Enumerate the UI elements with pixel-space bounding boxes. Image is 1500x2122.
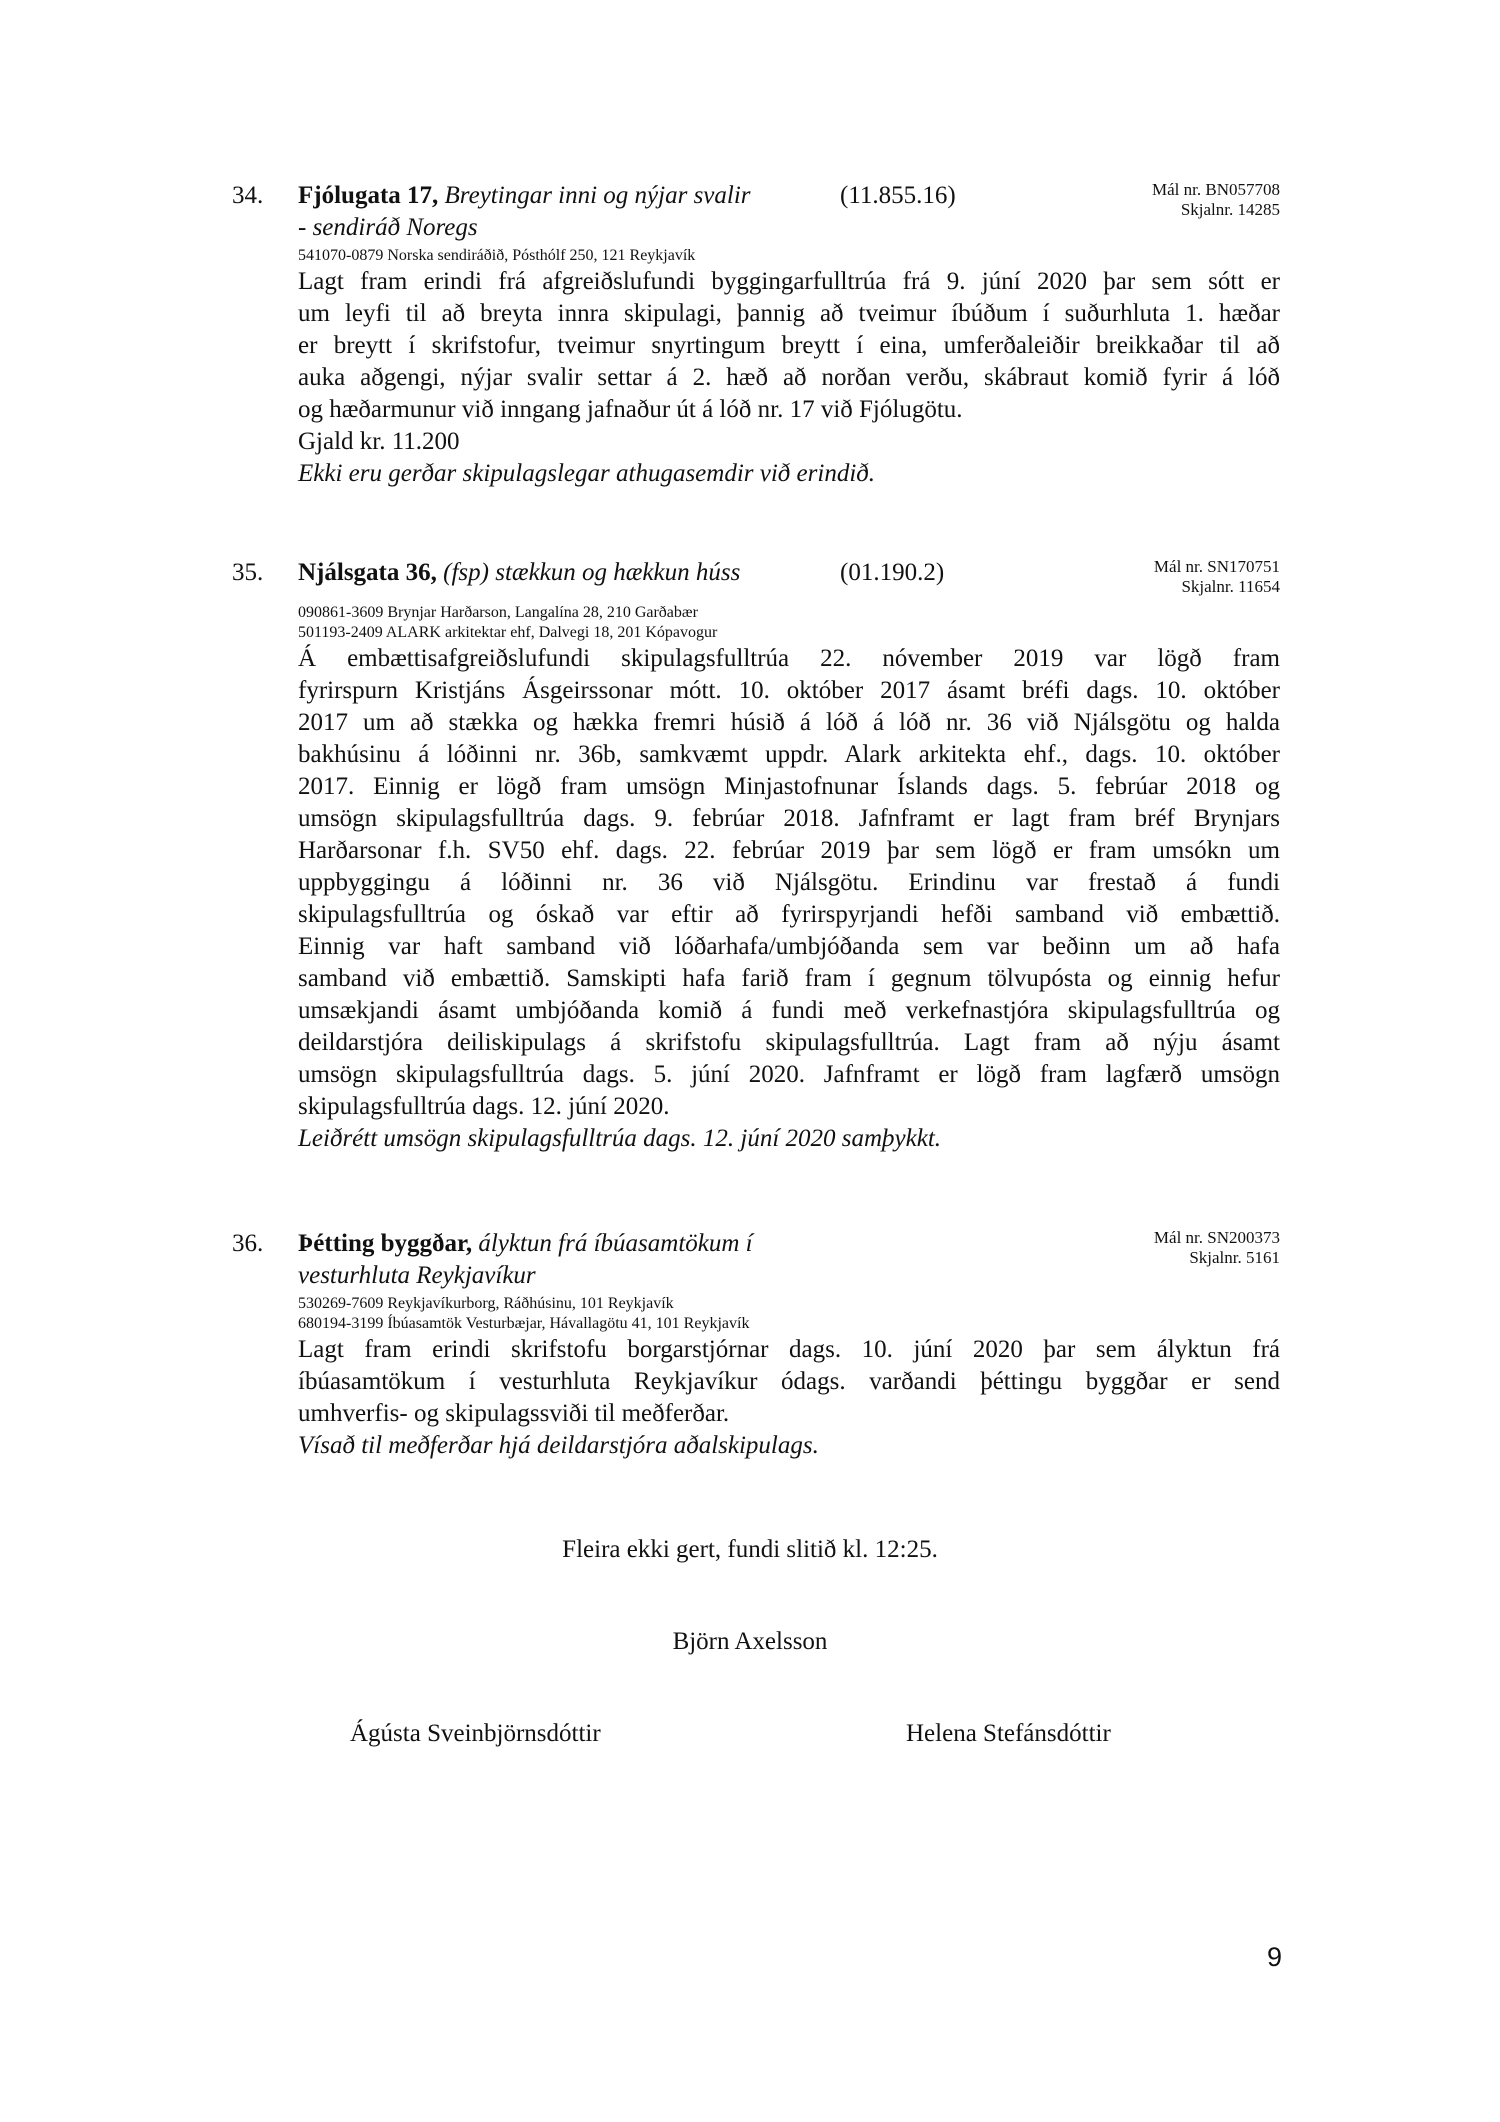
body-line: skipulagsfulltrúa og óskað var eftir að fyrirspyrjandi hefði samband við embættið. [298, 901, 1280, 928]
item-number: 36. [232, 1230, 264, 1257]
applicant-line: 541070-0879 Norska sendiráðið, Pósthólf 250, 121 Reykjavík [298, 247, 696, 264]
item-description-2: - sendiráð Noregs [298, 214, 478, 241]
document-number: Skjalnr. 14285 [1180, 200, 1280, 219]
item-street: Njálsgata 36, [298, 559, 437, 586]
case-number: Mál nr. SN170751 [1153, 557, 1280, 576]
item-body [298, 643, 1280, 1155]
item-content [298, 246, 1280, 490]
body-line: umsögn skipulagsfulltrúa dags. 9. febrúar 2018. Jafnframt er lagt fram bréf Brynjars [298, 805, 1280, 832]
case-number: Mál nr. SN200373 [1153, 1228, 1280, 1247]
item-content [298, 603, 1280, 1155]
body-line: Harðarsonar f.h. SV50 ehf. dags. 22. febrúar 2019 þar sem lögð er fram umsókn um [298, 837, 1280, 864]
item-number: 35. [232, 559, 264, 586]
body-line: deildarstjóra deiliskipulags á skrifstofu skipulagsfulltrúa. Lagt fram að nýju ásamt [298, 1029, 1280, 1056]
item-body [298, 266, 1280, 490]
applicant-line: 530269-7609 Reykjavíkurborg, Ráðhúsinu, 101 Reykjavík [298, 1295, 674, 1312]
decision-line: Ekki eru gerðar skipulagslegar athugasemdir við erindið. [298, 460, 876, 487]
item-heading [298, 1228, 1058, 1292]
body-line: umsækjandi ásamt umbjóðanda komið á fundi með verkefnastjóra skipulagsfulltrúa og [298, 997, 1280, 1024]
item-description: ályktun frá íbúasamtökum í [478, 1230, 753, 1257]
case-number: Mál nr. BN057708 [1152, 180, 1280, 199]
item-description-2: vesturhluta Reykjavíkur [298, 1262, 536, 1289]
body-line: fyrirspurn Kristjáns Ásgeirssonar mótt. 10. október 2017 ásamt bréfi dags. 10. október [298, 677, 1280, 704]
decision-line: Vísað til meðferðar hjá deildarstjóra aðalskipulags. [298, 1432, 819, 1459]
body-line: íbúasamtökum í vesturhluta Reykjavíkur ódags. varðandi þéttingu byggðar er send [298, 1368, 1280, 1395]
item-land-code: (01.190.2) [840, 559, 945, 586]
case-number-block [1154, 1228, 1280, 1268]
item-body [298, 1334, 1280, 1462]
signature-right: Helena Stefánsdóttir [906, 1720, 1111, 1747]
case-number-block [1152, 180, 1280, 220]
body-line: umsögn skipulagsfulltrúa dags. 5. júní 2020. Jafnframt er lögð fram lagfærð umsögn [298, 1061, 1280, 1088]
applicant-line: 090861-3609 Brynjar Harðarson, Langalína 28, 210 Garðabær [298, 604, 698, 621]
item-street: Fjólugata 17, [298, 182, 439, 209]
body-line: bakhúsinu á lóðinni nr. 36b, samkvæmt uppdr. Alark arkitekta ehf., dags. 10. október [298, 741, 1280, 768]
document-number: Skjalnr. 11654 [1181, 577, 1280, 596]
body-line: samband við embættið. Samskipti hafa farið fram í gegnum tölvupósta og einnig hefur [298, 965, 1280, 992]
body-line: Einnig var haft samband við lóðarhafa/umbjóðanda sem var beðinn um að hafa [298, 933, 1280, 960]
body-line: skipulagsfulltrúa dags. 12. júní 2020. [298, 1093, 670, 1120]
applicant-line: 680194-3199 Íbúasamtök Vesturbæjar, Hávallagötu 41, 101 Reykjavík [298, 1315, 750, 1332]
body-line: Lagt fram erindi skrifstofu borgarstjórnar dags. 10. júní 2020 þar sem ályktun frá [298, 1336, 1280, 1363]
item-description: Breytingar inni og nýjar svalir [444, 182, 751, 209]
body-line: umhverfis- og skipulagssviði til meðferðar. [298, 1400, 730, 1427]
document-number: Skjalnr. 5161 [1189, 1248, 1280, 1267]
fee-line: Gjald kr. 11.200 [298, 428, 460, 455]
item-land-code: (11.855.16) [840, 182, 956, 209]
body-line: um leyfi til að breyta innra skipulagi, þannig að tveimur íbúðum í suðurhluta 1. hæðar [298, 300, 1280, 327]
body-line: Lagt fram erindi frá afgreiðslufundi byggingarfulltrúa frá 9. júní 2020 þar sem sótt er [298, 268, 1280, 295]
decision-line: Leiðrétt umsögn skipulagsfulltrúa dags. 12. júní 2020 samþykkt. [298, 1125, 942, 1152]
signature-left: Ágústa Sveinbjörnsdóttir [350, 1720, 601, 1747]
item-description: (fsp) stækkun og hækkun húss [443, 559, 741, 586]
page-number: 9 [1266, 1942, 1282, 1972]
item-content [298, 1294, 1280, 1462]
body-line: og hæðarmunur við inngang jafnaður út á lóð nr. 17 við Fjólugötu. [298, 396, 963, 423]
body-line: 2017. Einnig er lögð fram umsögn Minjastofnunar Íslands dags. 5. febrúar 2018 og [298, 773, 1280, 800]
body-line: auka aðgengi, nýjar svalir settar á 2. hæð að norðan verðu, skábraut komið fyrir á lóð [298, 364, 1280, 391]
meeting-closing: Fleira ekki gert, fundi slitið kl. 12:25. [562, 1536, 938, 1563]
body-line: uppbyggingu á lóðinni nr. 36 við Njálsgötu. Erindinu var frestað á fundi [298, 869, 1280, 896]
case-number-block [1154, 557, 1280, 597]
body-line: 2017 um að stækka og hækka fremri húsið á lóð á lóð nr. 36 við Njálsgötu og halda [298, 709, 1280, 736]
agenda-item-35 [232, 557, 1280, 1157]
agenda-item-34 [232, 180, 1280, 500]
body-line: er breytt í skrifstofur, tveimur snyrtingum breytt í eina, umferðaleiðir breikkaðar til að [298, 332, 1280, 359]
item-street: Þétting byggðar, [298, 1230, 473, 1257]
body-line: Á embættisafgreiðslufundi skipulagsfulltrúa 22. nóvember 2019 var lögð fram [298, 645, 1280, 672]
agenda-item-36 [232, 1228, 1280, 1478]
item-number: 34. [232, 182, 264, 209]
applicant-line: 501193-2409 ALARK arkitektar ehf, Dalvegi 18, 201 Kópavogur [298, 624, 718, 641]
signature-center: Björn Axelsson [672, 1628, 828, 1655]
